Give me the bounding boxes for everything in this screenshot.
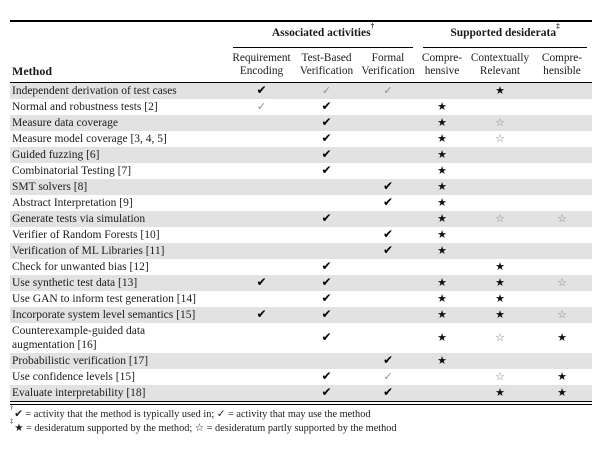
method-name: Use confidence levels [15] — [12, 371, 135, 383]
cell-contextually-relevant — [466, 117, 534, 130]
table-row — [10, 385, 592, 401]
star-filled-icon: ★ — [495, 292, 505, 305]
table-row — [10, 99, 592, 115]
column-header-formal-verification — [358, 52, 418, 78]
cell-contextually-relevant — [466, 332, 534, 345]
cell-contextually-relevant — [466, 85, 534, 98]
check-bold-icon: ✔ — [256, 275, 267, 289]
group-header-row — [10, 22, 592, 48]
check-bold-icon: ✔ — [321, 291, 332, 305]
group-associated-activities — [228, 22, 418, 48]
column-header-line: Contextually — [470, 52, 530, 64]
table-row — [10, 179, 592, 195]
cell-comprehensible — [534, 332, 590, 345]
star-filled-icon: ★ — [437, 276, 447, 289]
check-bold-icon: ✔ — [382, 385, 394, 399]
cell-contextually-relevant — [466, 309, 534, 322]
cell-requirement-encoding — [228, 276, 295, 290]
check-bold-icon: ✔ — [321, 115, 332, 129]
group-label-supported-desiderata: Supported desiderata‡ — [450, 21, 560, 39]
table-row — [10, 195, 592, 211]
group-underline — [423, 47, 587, 48]
cell-comprehensible — [534, 309, 590, 322]
method-name: Use GAN to inform test generation [14] — [12, 293, 196, 305]
column-header-comprehensive — [418, 52, 466, 78]
cell-contextually-relevant — [466, 213, 534, 226]
star-filled-icon: ★ — [495, 84, 505, 97]
cell-comprehensive — [418, 101, 466, 114]
table-row — [10, 353, 592, 369]
double-dagger-symbol: ‡ — [556, 21, 560, 30]
table-row — [10, 243, 592, 259]
check-bold-icon: ✔ — [321, 275, 332, 289]
star-filled-icon: ★ — [437, 212, 447, 225]
cell-comprehensive — [418, 229, 466, 242]
cell-comprehensive — [418, 165, 466, 178]
check-bold-icon: ✔ — [256, 307, 267, 321]
star-outline-icon: ☆ — [495, 116, 505, 129]
table-row — [10, 163, 592, 179]
cell-comprehensive — [418, 293, 466, 306]
column-header-line: Verification — [299, 65, 354, 77]
star-filled-icon: ★ — [437, 331, 447, 344]
cell-test-based-verification — [295, 85, 358, 98]
column-header-line: Encoding — [239, 65, 284, 77]
cell-formal-verification — [358, 354, 418, 368]
cell-comprehensive — [418, 117, 466, 130]
star-outline-icon: ☆ — [557, 276, 567, 289]
column-header-test-based-verification — [295, 52, 358, 78]
cell-comprehensible — [534, 387, 590, 400]
star-filled-icon: ★ — [557, 331, 567, 344]
method-name: Counterexample-guided data augmentation [16] — [12, 325, 146, 351]
column-header-line: Compre- — [421, 52, 463, 64]
check-light-icon: ✓ — [256, 100, 267, 113]
method-name: Combinatorial Testing [7] — [12, 165, 132, 177]
column-header-comprehensible — [534, 52, 590, 78]
cell-formal-verification — [358, 196, 418, 210]
cell-comprehensive — [418, 355, 466, 368]
cell-comprehensive — [418, 309, 466, 322]
check-bold-icon: ✔ — [382, 227, 394, 241]
cell-requirement-encoding — [228, 308, 295, 322]
method-name: Verification of ML Libraries [11] — [12, 245, 165, 257]
cell-contextually-relevant — [466, 133, 534, 146]
group-supported-desiderata — [418, 22, 592, 48]
cell-formal-verification — [358, 244, 418, 258]
check-bold-icon: ✔ — [321, 211, 332, 225]
check-bold-icon: ✔ — [321, 147, 332, 161]
star-filled-icon: ★ — [557, 386, 567, 399]
table-row — [10, 275, 592, 291]
group-underline — [233, 47, 413, 48]
cell-test-based-verification — [295, 116, 358, 130]
table-row — [10, 307, 592, 323]
group-label-associated-activities: Associated activities† — [271, 21, 375, 39]
table-row — [10, 115, 592, 131]
check-bold-icon: ✔ — [382, 195, 394, 209]
cell-contextually-relevant — [466, 277, 534, 290]
column-header-line: hensive — [424, 65, 460, 77]
table-row — [10, 83, 592, 99]
cell-comprehensive — [418, 149, 466, 162]
table-bottom-rule — [10, 401, 592, 405]
check-bold-icon: ✔ — [382, 179, 394, 193]
cell-test-based-verification — [295, 100, 358, 114]
star-filled-icon: ★ — [437, 164, 447, 177]
footnote-desiderata — [10, 418, 592, 436]
star-filled-icon: ★ — [437, 100, 447, 113]
table-row — [10, 227, 592, 243]
star-filled-icon: ★ — [437, 354, 447, 367]
group-header-spacer — [10, 22, 228, 48]
check-bold-icon: ✔ — [321, 99, 332, 113]
cell-test-based-verification — [295, 370, 358, 384]
column-header-line: Test-Based — [301, 52, 352, 64]
cell-comprehensive — [418, 197, 466, 210]
star-filled-icon: ★ — [437, 292, 447, 305]
method-name: Guided fuzzing [6] — [12, 149, 100, 161]
column-header-contextually-relevant — [466, 52, 534, 78]
star-filled-icon: ★ — [495, 276, 505, 289]
column-header-requirement-encoding — [228, 52, 295, 78]
dagger-symbol: † — [10, 404, 14, 412]
method-name: Measure data coverage — [12, 117, 118, 129]
check-light-icon: ✓ — [383, 84, 393, 97]
dagger-symbol: † — [370, 21, 375, 30]
check-light-icon: ✓ — [383, 370, 393, 383]
method-name: Incorporate system level semantics [15] — [12, 309, 196, 321]
column-header-line: Verification — [361, 65, 415, 77]
star-filled-icon: ★ — [437, 116, 447, 129]
method-name: Use synthetic test data [13] — [12, 277, 138, 289]
method-name: Normal and robustness tests [2] — [12, 101, 158, 113]
check-bold-icon: ✔ — [321, 131, 332, 145]
star-outline-icon: ☆ — [495, 212, 505, 225]
footnote-text: ✔ = activity that the method is typically used in; ✓ = activity that may use the method — [14, 409, 371, 420]
table-body — [10, 83, 592, 401]
cell-test-based-verification — [295, 276, 358, 290]
check-bold-icon: ✔ — [382, 243, 394, 257]
cell-test-based-verification — [295, 148, 358, 162]
star-filled-icon: ★ — [437, 148, 447, 161]
table-row — [10, 291, 592, 307]
cell-comprehensible — [534, 277, 590, 290]
cell-formal-verification — [358, 228, 418, 242]
cell-comprehensive — [418, 181, 466, 194]
method-name: Evaluate interpretability [18] — [12, 387, 146, 399]
column-header-line: Requirement — [232, 52, 291, 64]
check-bold-icon: ✔ — [321, 163, 332, 177]
star-filled-icon: ★ — [495, 308, 505, 321]
check-bold-icon: ✔ — [321, 385, 332, 399]
method-name: Measure model coverage [3, 4, 5] — [12, 133, 167, 145]
check-bold-icon: ✔ — [321, 369, 332, 383]
cell-test-based-verification — [295, 292, 358, 306]
method-name: Check for unwanted bias [12] — [12, 261, 149, 273]
star-outline-icon: ☆ — [557, 212, 567, 225]
cell-comprehensive — [418, 245, 466, 258]
column-header-line: hensible — [543, 65, 581, 77]
cell-contextually-relevant — [466, 387, 534, 400]
method-name: Abstract Interpretation [9] — [12, 197, 133, 209]
table-row — [10, 211, 592, 227]
star-outline-icon: ☆ — [495, 331, 505, 344]
star-outline-icon: ☆ — [495, 370, 505, 383]
column-header-line: Formal — [371, 52, 405, 64]
method-name: Independent derivation of test cases — [12, 85, 177, 97]
table-row — [10, 131, 592, 147]
cell-comprehensive — [418, 213, 466, 226]
cell-comprehensive — [418, 133, 466, 146]
cell-test-based-verification — [295, 386, 358, 400]
cell-test-based-verification — [295, 212, 358, 226]
check-bold-icon: ✔ — [321, 307, 332, 321]
star-outline-icon: ☆ — [557, 308, 567, 321]
cell-test-based-verification — [295, 308, 358, 322]
table-row — [10, 147, 592, 163]
cell-contextually-relevant — [466, 371, 534, 384]
star-filled-icon: ★ — [437, 244, 447, 257]
star-filled-icon: ★ — [437, 228, 447, 241]
method-name: Probabilistic verification [17] — [12, 355, 149, 367]
table-row — [10, 323, 592, 353]
check-bold-icon: ✔ — [321, 330, 332, 344]
star-filled-icon: ★ — [495, 386, 505, 399]
cell-test-based-verification — [295, 132, 358, 146]
double-dagger-symbol: ‡ — [10, 418, 14, 426]
cell-test-based-verification — [295, 164, 358, 178]
cell-test-based-verification — [295, 331, 358, 345]
star-filled-icon: ★ — [437, 132, 447, 145]
method-name: Verifier of Random Forests [10] — [12, 229, 160, 241]
cell-contextually-relevant — [466, 293, 534, 306]
cell-requirement-encoding — [228, 84, 295, 98]
star-filled-icon: ★ — [437, 180, 447, 193]
star-filled-icon: ★ — [495, 260, 505, 273]
method-name: Generate tests via simulation — [12, 213, 146, 225]
methods-activities-desiderata-table — [10, 20, 592, 435]
column-header-line: Compre- — [541, 52, 583, 64]
cell-formal-verification — [358, 386, 418, 400]
table-row — [10, 259, 592, 275]
star-filled-icon: ★ — [557, 370, 567, 383]
cell-contextually-relevant — [466, 261, 534, 274]
method-name: SMT solvers [8] — [12, 181, 88, 193]
cell-formal-verification — [358, 180, 418, 194]
footnote-text: ★ = desideratum supported by the method; ☆ = desideratum partly supported by the method — [14, 422, 397, 434]
table-row — [10, 369, 592, 385]
cell-test-based-verification — [295, 260, 358, 274]
check-bold-icon: ✔ — [256, 83, 267, 97]
star-filled-icon: ★ — [437, 196, 447, 209]
check-light-icon: ✓ — [321, 84, 332, 97]
cell-formal-verification — [358, 371, 418, 384]
check-bold-icon: ✔ — [382, 353, 394, 367]
column-header-row — [10, 48, 592, 82]
check-bold-icon: ✔ — [321, 259, 332, 273]
cell-comprehensive — [418, 332, 466, 345]
table-footnotes — [10, 404, 592, 435]
star-outline-icon: ☆ — [495, 132, 505, 145]
cell-comprehensive — [418, 277, 466, 290]
cell-comprehensible — [534, 371, 590, 384]
column-header-method: Method — [12, 64, 52, 78]
footnote-activities — [10, 404, 592, 422]
cell-requirement-encoding — [228, 101, 295, 114]
star-filled-icon: ★ — [437, 308, 447, 321]
cell-comprehensible — [534, 213, 590, 226]
column-header-line: Relevant — [479, 65, 521, 77]
cell-formal-verification — [358, 85, 418, 98]
